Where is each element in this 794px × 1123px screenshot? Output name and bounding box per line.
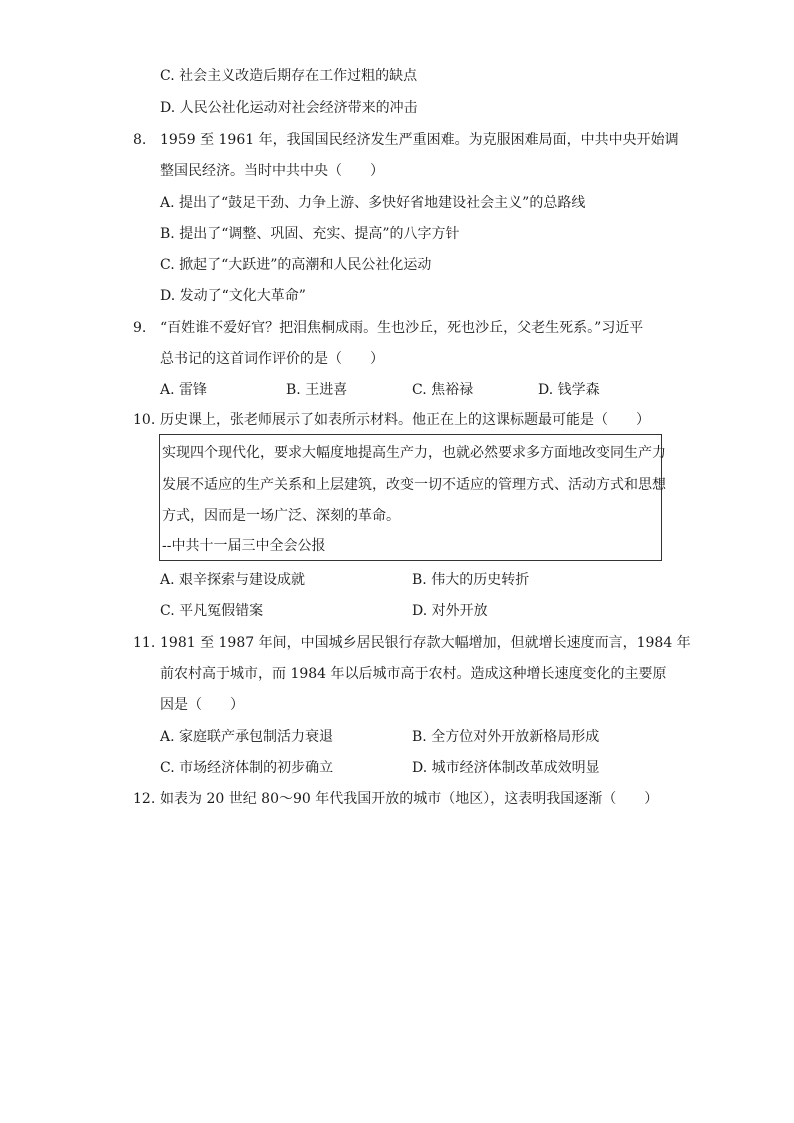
q10-material-line2: 发展不适应的生产关系和上层建筑，改变一切不适应的管理方式、活动方式和思想 bbox=[162, 477, 666, 493]
q9-option-c: C. 焦裕禄 bbox=[412, 382, 474, 398]
q8-option-c: C. 掀起了“大跃进”的高潮和人民公社化运动 bbox=[160, 257, 432, 273]
q10-material-line1: 实现四个现代化，要求大幅度地提高生产力，也就必然要求多方面地改变同生产力 bbox=[162, 445, 666, 461]
q9-option-b: B. 王进喜 bbox=[286, 382, 348, 398]
q7-option-d: D. 人民公社化运动对社会经济带来的冲击 bbox=[160, 100, 418, 116]
q11-option-c: C. 市场经济体制的初步确立 bbox=[160, 760, 334, 776]
q10-option-b: B. 伟大的历史转折 bbox=[412, 572, 530, 588]
q10-material-box bbox=[159, 434, 666, 561]
q12-stem-line1: 如表为 20 世纪 80～90 年代我国开放的城市（地区），这表明我国逐渐（ ） bbox=[160, 791, 659, 807]
q8-option-b: B. 提出了“调整、巩固、充实、提高”的八字方针 bbox=[160, 226, 460, 242]
q8-option-a: A. 提出了“鼓足干劲、力争上游、多快好省地建设社会主义”的总路线 bbox=[160, 195, 586, 211]
q11-option-a: A. 家庭联产承包制活力衰退 bbox=[160, 729, 334, 745]
q10-option-c: C. 平凡冤假错案 bbox=[160, 603, 264, 619]
q10-number: 10. bbox=[133, 412, 156, 428]
q9-stem-line2: 总书记的这首词作评价的是（ ） bbox=[160, 351, 384, 367]
q11-number: 11. bbox=[133, 635, 156, 651]
q11-stem-line2: 前农村高于城市，而 1984 年以后城市高于农村。造成这种增长速度变化的主要原 bbox=[160, 666, 667, 682]
q10-option-a: A. 艰辛探索与建设成就 bbox=[160, 572, 306, 588]
q9-number: 9. bbox=[133, 320, 147, 336]
q9-stem-line1: “百姓谁不爱好官？把泪焦桐成雨。生也沙丘，死也沙丘，父老生死系。”习近平 bbox=[160, 320, 644, 336]
q11-stem-line3: 因是（ ） bbox=[160, 697, 244, 713]
q9-option-d: D. 钱学森 bbox=[538, 382, 600, 398]
q11-stem-line1: 1981 至 1987 年间，中国城乡居民银行存款大幅增加，但就增长速度而言，1984 年 bbox=[160, 635, 691, 651]
q8-option-d: D. 发动了“文化大革命” bbox=[160, 288, 306, 304]
q8-stem-line1: 1959 至 1961 年，我国国民经济发生严重困难。为克服困难局面，中共中央开始调 bbox=[160, 132, 679, 148]
q10-option-d: D. 对外开放 bbox=[412, 603, 488, 619]
q12-number: 12. bbox=[133, 791, 156, 807]
q10-stem-line1: 历史课上，张老师展示了如表所示材料。他正在上的这课标题最可能是（ ） bbox=[160, 412, 650, 428]
q10-material-line3: 方式，因而是一场广泛、深刻的革命。 bbox=[162, 508, 400, 524]
q7-option-c: C. 社会主义改造后期存在工作过粗的缺点 bbox=[160, 68, 418, 84]
q10-material-source: --中共十一届三中全会公报 bbox=[162, 538, 326, 554]
q8-number: 8. bbox=[133, 132, 147, 148]
q9-option-a: A. 雷锋 bbox=[160, 382, 208, 398]
q11-option-d: D. 城市经济体制改革成效明显 bbox=[412, 760, 600, 776]
q8-stem-line2: 整国民经济。当时中共中央（ ） bbox=[160, 163, 384, 179]
q11-option-b: B. 全方位对外开放新格局形成 bbox=[412, 729, 600, 745]
